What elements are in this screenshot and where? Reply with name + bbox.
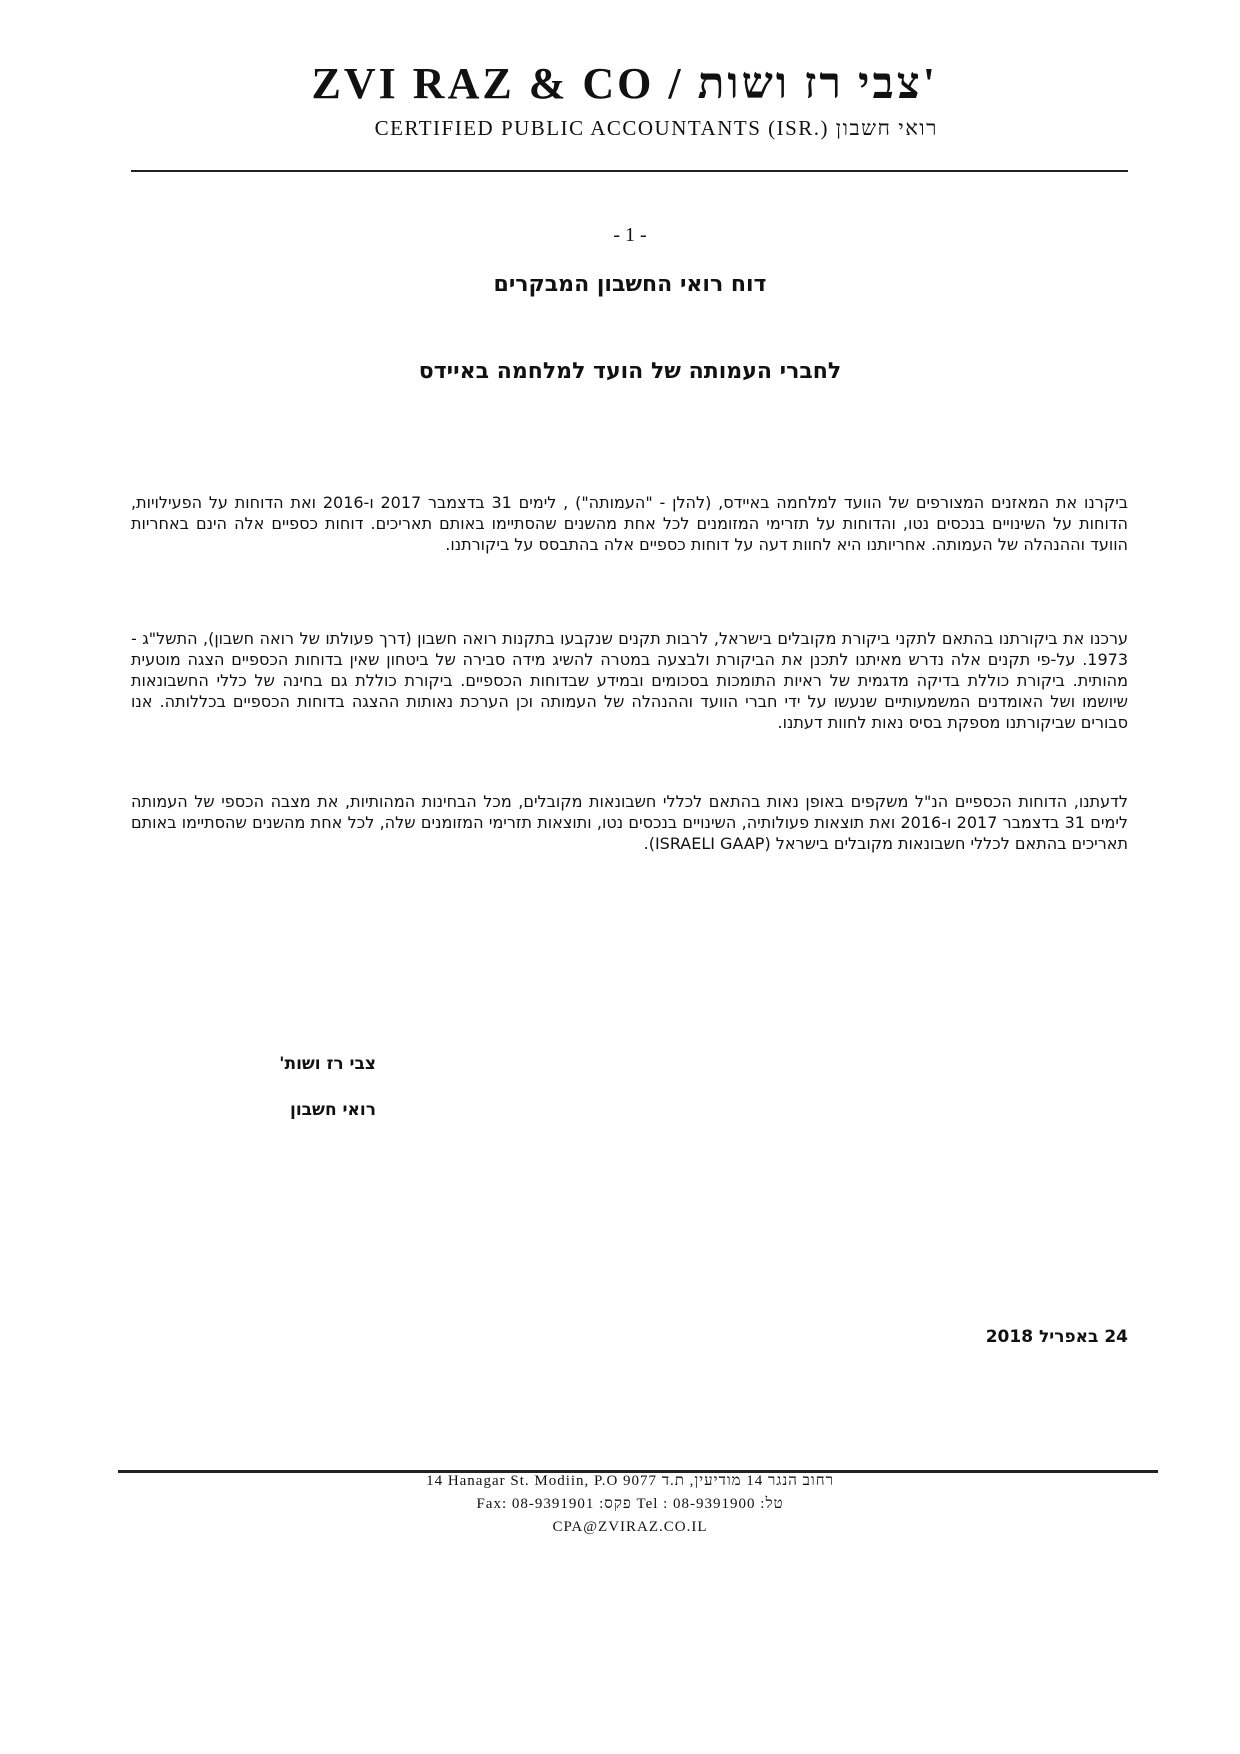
firm-subtitle: CERTIFIED PUBLIC ACCOUNTANTS (ISR.) רואי חשבון [374, 116, 938, 140]
signature-firm: צבי רז ושות' [279, 1054, 376, 1074]
header-divider [131, 170, 1128, 172]
report-date: 24 באפריל 2018 [985, 1327, 1128, 1347]
footer-email: CPA@ZVIRAZ.CO.IL [552, 1519, 708, 1535]
report-title: דוח רואי החשבון המבקרים [493, 272, 767, 297]
paragraph-scope: ביקרנו את המאזנים המצורפים של הוועד למלחמה באיידס, (להלן - "העמותה") , לימים 31 בדצמבר 2017 ו-2016 ואת הדוחות על הפעילויות, הדוחות על השינויים בנכסים נטו, והדוחות על תזרימי המזומנים לכל אחת מהשנים שהסתיימו באותם תאריכים. דוחות כספיים אלה הינם באחריות הוועד וההנהלה של העמותה. אחריותנו היא לחוות דעה על דוחות כספיים אלה בהתבסס על ביקורתנו. [131, 493, 1129, 554]
paragraph-basis: ערכנו את ביקורתנו בהתאם לתקני ביקורת מקובלים בישראל, לרבות תקנים שנקבעו בתקנות רואה חשבון (דרך פעולתו של רואה חשבון), התשל"ג - 1973. על-פי תקנים אלה נדרש מאיתנו לתכנן את הביקורת ולבצעה במטרה להשיג מידה סבירה של ביטחון שאין בדוחות הכספיים הצגה מוטעית מהותית. ביקורת כוללת בדיקה מדגמית של ראיות התומכות בסכומים ובמידע שבדוחות הכספיים. ביקורת כוללת גם בחינה של כללי החשבונאות שיושמו ושל האומדנים המשמעותיים שנעשו על ידי חברי הוועד וההנהלה של העמותה וכן הערכת נאותות ההצגה בדוחות הכספיים בכללותה. אנו סבורים שביקורתנו מספקת בסיס נאות לחוות דעתנו. [131, 629, 1128, 732]
footer-phones: Fax: 08-9391901 :פקס Tel : 08-9391900 :טל [476, 1496, 784, 1512]
report-addressee: לחברי העמותה של הועד למלחמה באיידס [418, 359, 842, 384]
footer-address: 14 Hanagar St. Modiin, P.O 9077 רחוב הנגר 14 מודיעין, ת.ד [426, 1473, 834, 1489]
signature-role: רואי חשבון [290, 1100, 376, 1120]
firm-name: ZVI RAZ & CO / צבי רז ושות' [311, 59, 938, 108]
page-number: - 1 - [613, 224, 647, 246]
paragraph-opinion: לדעתנו, הדוחות הכספיים הנ"ל משקפים באופן נאות בהתאם לכללי חשבונאות מקובלים, מכל הבחינות המהותיות, את מצבה הכספי של העמותה לימים 31 בדצמבר 2017 ו-2016 ואת תוצאות פעולותיה, השינויים בנכסים נטו, ותוצאות תזרימי המזומנים שלה, לכל אחת מהשנים שהסתיימו באותם תאריכים בהתאם לכללי חשבונאות מקובלים בישראל (ISRAELI GAAP). [131, 792, 1129, 853]
